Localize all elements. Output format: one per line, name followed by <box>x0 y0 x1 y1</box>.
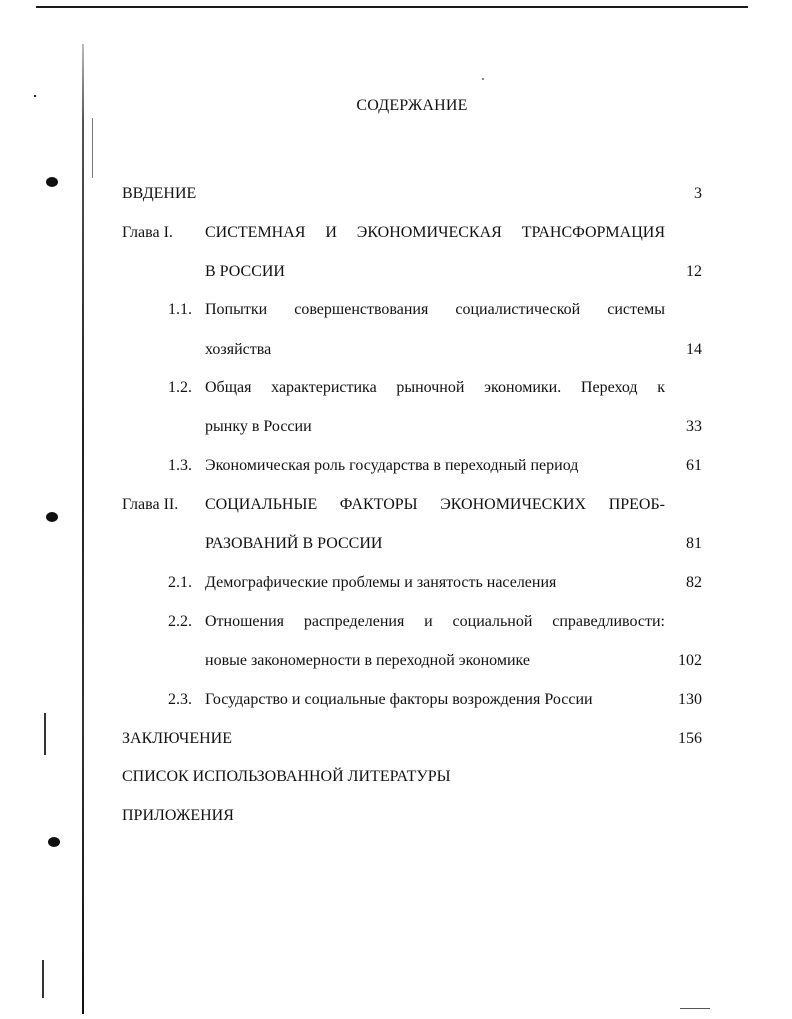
punch-hole-mark <box>46 177 58 187</box>
scan-streak <box>44 713 46 755</box>
section-number: 2.3. <box>168 691 192 708</box>
toc-page-number: 130 <box>678 691 702 708</box>
toc-page-number: 61 <box>686 457 702 474</box>
toc-entry-text: ВВДЕНИЕ <box>122 185 197 202</box>
scan-streak <box>92 118 93 178</box>
toc-page-number: 12 <box>686 263 702 280</box>
section-title-cont: новые закономерности в переходной экономике <box>205 652 531 669</box>
section-title: Экономическая роль государства в переходный период <box>205 457 579 474</box>
section-number: 1.3. <box>168 457 192 474</box>
toc-entry-text: ПРИЛОЖЕНИЯ <box>122 807 234 824</box>
toc-page-number: 3 <box>694 185 702 202</box>
toc-page-number: 102 <box>678 652 702 669</box>
chapter-title: СОЦИАЛЬНЫЕ ФАКТОРЫ ЭКОНОМИЧЕСКИХ ПРЕОБ- <box>205 496 665 513</box>
section-number: 1.2. <box>168 379 192 396</box>
section-title: Попытки совершенствования социалистической системы <box>205 301 665 318</box>
punch-hole-mark <box>46 512 58 522</box>
chapter-label: Глава I. <box>122 224 173 241</box>
section-title: Государство и социальные факторы возрождения России <box>205 691 593 708</box>
punch-hole-mark <box>48 837 60 847</box>
section-title-cont: хозяйства <box>205 341 272 358</box>
section-title: Общая характеристика рыночной экономики. Переход к <box>205 379 665 396</box>
scan-top-edge <box>36 6 748 8</box>
toc-page-number: 33 <box>686 418 702 435</box>
section-title-cont: рынку в России <box>205 418 312 435</box>
section-number: 2.1. <box>168 574 192 591</box>
toc-page-number: 14 <box>686 341 702 358</box>
toc-page-number: 156 <box>678 730 702 747</box>
toc-entry-text: ЗАКЛЮЧЕНИЕ <box>122 730 232 747</box>
section-title: Отношения распределения и социальной справедливости: <box>205 613 665 630</box>
page-title: СОДЕРЖАНИЕ <box>356 97 468 114</box>
section-number: 2.2. <box>168 613 192 630</box>
chapter-title-cont: В РОССИИ <box>205 263 285 280</box>
chapter-title-cont: РАЗОВАНИЙ В РОССИИ <box>205 535 383 552</box>
scan-streak <box>42 960 44 998</box>
scan-speck <box>482 78 484 80</box>
toc-page-number: 82 <box>686 574 702 591</box>
chapter-label: Глава II. <box>122 496 179 513</box>
scan-left-edge <box>82 44 84 1014</box>
toc-page-number: 81 <box>686 535 702 552</box>
chapter-title: СИСТЕМНАЯ И ЭКОНОМИЧЕСКАЯ ТРАНСФОРМАЦИЯ <box>205 224 665 241</box>
toc-entry-text: СПИСОК ИСПОЛЬЗОВАННОЙ ЛИТЕРАТУРЫ <box>122 768 451 785</box>
section-title: Демографические проблемы и занятость населения <box>205 574 557 591</box>
scan-streak <box>680 1008 710 1009</box>
section-number: 1.1. <box>168 301 192 318</box>
